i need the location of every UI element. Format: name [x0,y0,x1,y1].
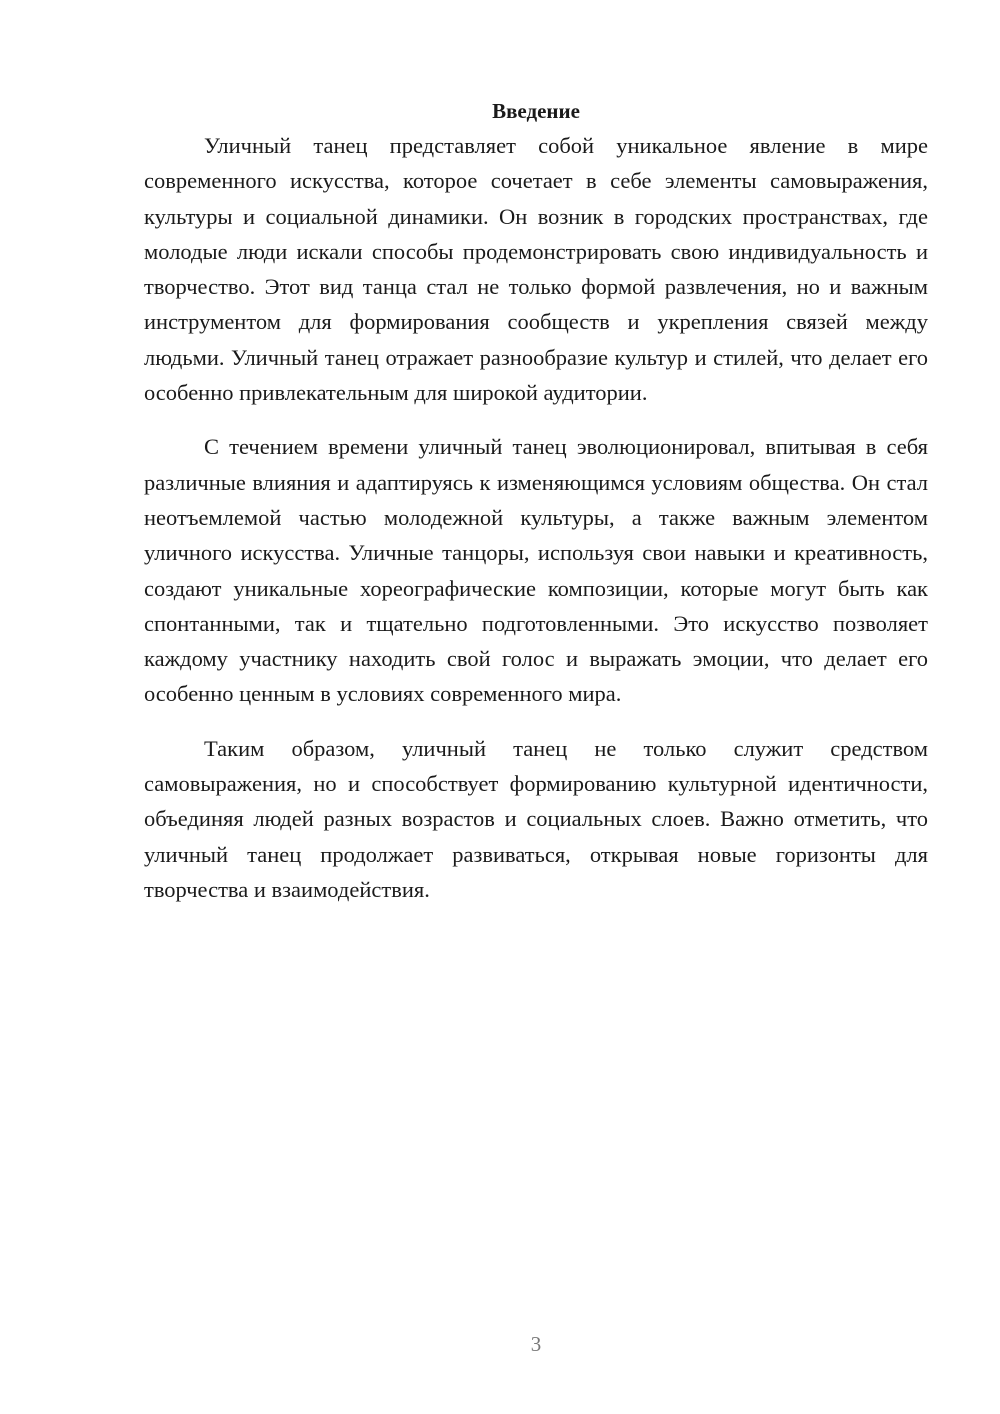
section-title: Введение [492,99,580,123]
paragraph-3: Таким образом, уличный танец не только служит средством самовыражения, но и способствует формированию культурной идентичности, объединяя людей разных возрастов и социальных слоев. Важно отметить, что уличный танец продолжает развиваться, открывая новые горизонты для творчества и взаимодействия. [144,735,928,902]
page-number: 3 [530,1332,542,1356]
paragraph-1: Уличный танец представляет собой уникальное явление в мире современного искусства, которое сочетает в себе элементы самовыражения, культуры и социальной динамики. Он возник в городских пространствах, где молодые люди искали способы продемонстрировать свою индивидуальность и творчество. Этот вид танца стал не только формой развлечения, но и важным инструментом для формирования сообществ и укрепления связей между людьми. Уличный танец отражает разнообразие культур и стилей, что делает его особенно привлекательным для широкой аудитории. [144,133,928,406]
paragraph-2: С течением времени уличный танец эволюционировал, впитывая в себя различные влияния и адаптируясь к изменяющимся условиям общества. Он стал неотъемлемой частью молодежной культуры, а также важным элементом уличного искусства. Уличные танцоры, используя свои навыки и креативность, создают уникальные хореографические композиции, которые могут быть как спонтанными, так и тщательно подготовленными. Это искусство позволяет каждому участнику находить свой голос и выражать эмоции, что делает его особенно ценным в условиях современного мира. [144,434,928,707]
page-content [144,94,928,907]
